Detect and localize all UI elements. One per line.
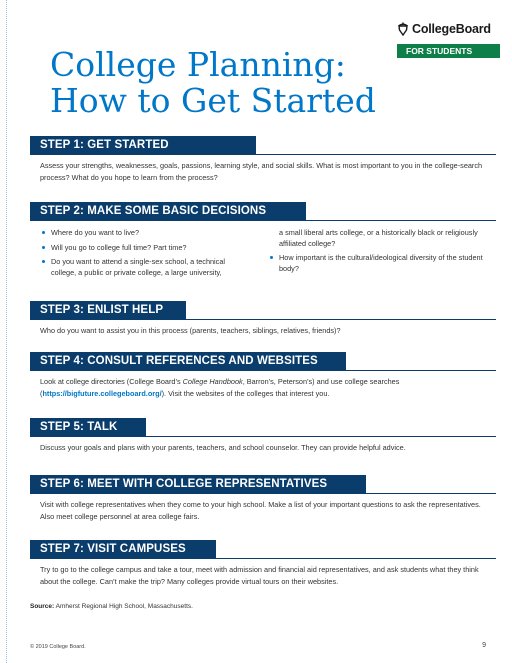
step-6-rule (30, 493, 496, 494)
bullet-dot (270, 256, 273, 259)
step-2-bullet: Where do you want to live? (40, 228, 252, 239)
college-handbook-title: College Handbook (182, 377, 243, 386)
step-6-heading: STEP 6: MEET WITH COLLEGE REPRESENTATIVES (30, 475, 366, 494)
step-2-bullet-continuation: a small liberal arts college, or a historically black or religiously affiliated college? (279, 228, 478, 248)
dotted-margin-line (6, 0, 7, 663)
bullet-dot (42, 246, 45, 249)
logo-text: CollegeBoard (412, 22, 491, 36)
step-4-heading: STEP 4: CONSULT REFERENCES AND WEBSITES (30, 352, 346, 371)
step-2-rule (30, 220, 496, 221)
step-3-text: Who do you want to assist you in this process (parents, teachers, siblings, relatives, friends)? (40, 326, 341, 335)
step-2-heading: STEP 2: MAKE SOME BASIC DECISIONS (30, 202, 306, 221)
step-4-rule (30, 370, 496, 371)
title-line-2: How to Get Started (50, 81, 376, 120)
college-board-logo (397, 22, 491, 36)
step-2-bullet: Will you go to college full time? Part time? (40, 243, 252, 254)
step-3-heading: STEP 3: ENLIST HELP (30, 301, 186, 320)
step-5-heading: STEP 5: TALK (30, 418, 146, 437)
step-5-rule (30, 436, 496, 437)
bigfuture-link[interactable]: https://bigfuture.collegeboard.org/ (42, 389, 162, 398)
step-7-text: Try to go to the college campus and take a tour, meet with admission and financial aid representatives, and ask students what they think about the college. Can’t make the trip? Many colleges provide virtual tours on their websites. (40, 565, 479, 586)
step-2-left-list (40, 228, 252, 282)
for-students-tag: FOR STUDENTS (397, 44, 500, 58)
step-2-bullet: Do you want to attend a single-sex school, a technical college, a public or private college, a large university, (40, 257, 252, 278)
step-5-text: Discuss your goals and plans with your parents, teachers, and school counselor. They can provide helpful advice. (40, 443, 406, 452)
step-3-rule (30, 319, 496, 320)
step-1-rule (30, 154, 496, 155)
page-title (50, 47, 376, 119)
bullet-dot (42, 231, 45, 234)
bullet-dot (42, 260, 45, 263)
source-note: Source: Amherst Regional High School, Massachusetts. (30, 603, 193, 610)
copyright: © 2019 College Board. (30, 644, 86, 650)
step-2-bullet: How important is the cultural/ideological diversity of the student body? (268, 253, 490, 274)
step-2-right-list (268, 228, 490, 278)
step-7-heading: STEP 7: VISIT CAMPUSES (30, 540, 216, 559)
step-1-text: Assess your strengths, weaknesses, goals, passions, learning style, and social skills. What is most important to you in the college-search process? What do you hope to learn from the process? (40, 161, 483, 182)
step-7-rule (30, 558, 496, 559)
step-6-text: Visit with college representatives when they come to your high school. Make a list of your important questions to ask the representatives. Also meet college personnel at area college fairs. (40, 500, 481, 521)
page-number: 9 (482, 642, 486, 649)
acorn-icon (397, 22, 409, 36)
step-4-text: Look at college directories (College Board’s College Handbook, Barron’s, Peterson’s) and use college searches (https://bigfuture.collegeboard.org/). Visit the websites of the colleges that interest you. (40, 377, 400, 398)
title-line-1: College Planning: (50, 45, 346, 84)
step-1-heading: STEP 1: GET STARTED (30, 136, 256, 155)
